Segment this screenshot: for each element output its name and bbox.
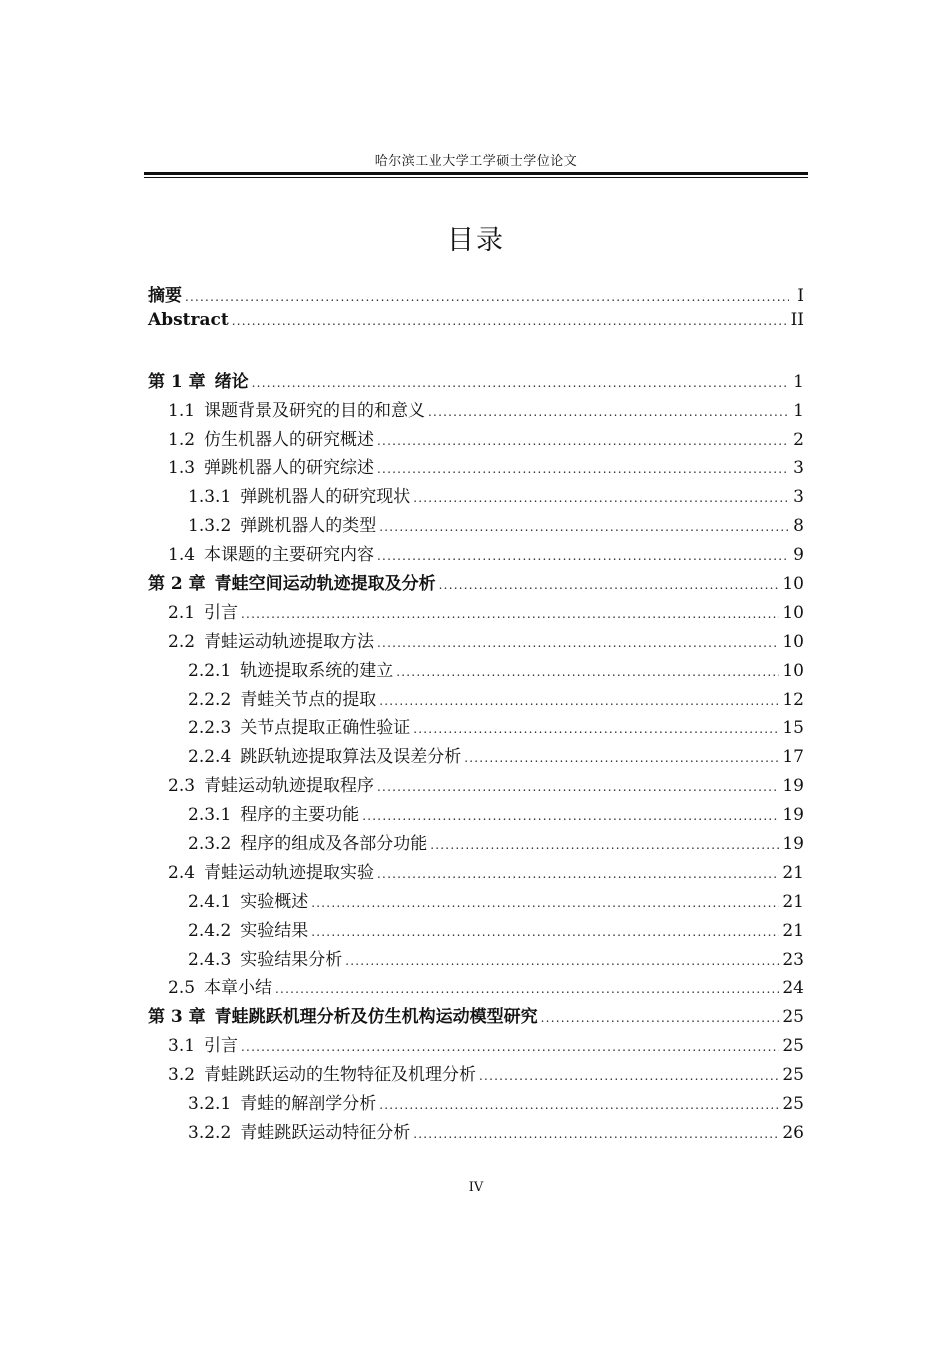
toc-entry-label: 青蛙跳跃机理分析及仿生机构运动模型研究 [214,1007,538,1028]
toc-entry-label: 程序的组成及各部分功能 [240,834,428,855]
toc-entry[interactable] [148,1002,804,1031]
toc-title: 目录 [447,225,505,256]
toc-entry-number: 3.2.2 [188,1122,232,1143]
toc-entry-label: 青蛙关节点的提取 [240,689,377,710]
toc-entry[interactable] [148,1060,804,1089]
toc-entry-label: 关节点提取正确性验证 [240,718,411,739]
toc-entry-page: 24 [782,978,804,999]
toc-entry[interactable] [148,945,804,974]
toc-entry-number: 2.3.2 [188,834,232,855]
toc-leader-dots [377,780,779,794]
toc-entry[interactable] [148,742,804,771]
toc-entry-label: 弹跳机器人的研究现状 [240,487,411,508]
toc-entry-page: 2 [793,429,804,450]
toc-entry-label: 青蛙跳跃运动的生物特征及机理分析 [204,1065,477,1086]
toc-entry-label: 青蛙运动轨迹提取程序 [204,776,375,797]
toc-entry-page: 10 [782,631,804,652]
toc-leader-dots [377,636,779,650]
toc-leader-dots [232,314,788,328]
toc-entry-page: 15 [782,718,804,739]
toc-entry-page: 1 [793,400,804,421]
toc-entry[interactable] [148,569,804,598]
toc-leader-dots [379,694,779,708]
toc-entry-label: 绪论 [214,371,249,392]
toc-entry-number: 2.2.4 [188,747,232,768]
toc-leader-dots [479,1069,779,1083]
toc-entry-number: 1.1 [168,400,196,421]
toc-entry[interactable] [148,887,804,916]
toc-entry-page: 25 [782,1007,804,1028]
toc-entry[interactable] [148,425,804,454]
toc-entry-page: 8 [793,516,804,537]
toc-entry-label: 青蛙运动轨迹提取实验 [204,862,375,883]
toc-entry-label: 本课题的主要研究内容 [204,545,375,566]
toc-entry[interactable] [148,916,804,945]
toc-entry-number: 2.3.1 [188,805,232,826]
toc-entry[interactable] [148,1031,804,1060]
toc-entry-page: 26 [782,1122,804,1143]
toc-leader-dots [311,925,779,939]
toc-entry-number: 2.3 [168,776,196,797]
toc-entry[interactable] [148,396,804,425]
header-rule-thick [144,172,808,175]
toc-entry-number: 2.1 [168,602,196,623]
toc-entry-page: II [790,309,804,330]
toc-leader-dots [377,434,789,448]
toc-entry-number: 2.4.1 [188,891,232,912]
toc-entry-page: 12 [782,689,804,710]
toc-entry-label: 弹跳机器人的研究综述 [204,458,375,479]
toc-entry[interactable] [148,771,804,800]
toc-entry[interactable] [148,281,804,310]
toc-entry-label: 轨迹提取系统的建立 [240,660,394,681]
toc-entry[interactable] [148,453,804,482]
toc-leader-dots [377,462,789,476]
toc-leader-dots [428,405,789,419]
toc-entry-page: 19 [782,776,804,797]
toc-entry-page: 21 [782,862,804,883]
toc-entry-label: 引言 [204,1036,239,1057]
toc-entry[interactable] [148,367,804,396]
toc-entry[interactable] [148,656,804,685]
table-of-contents [148,281,804,1147]
toc-leader-dots [413,491,789,505]
toc-entry-number: 3.1 [168,1036,196,1057]
toc-entry-label: 实验结果 [240,920,309,941]
toc-leader-dots [430,838,779,852]
toc-entry-number: 3.2.1 [188,1094,232,1115]
toc-leader-dots [252,376,789,390]
toc-leader-dots [396,665,779,679]
toc-leader-dots [311,896,779,910]
toc-entry-page: 21 [782,891,804,912]
toc-entry-number: 2.4.2 [188,920,232,941]
toc-leader-dots [379,1098,779,1112]
toc-entry-page: 1 [793,371,804,392]
toc-entry-page: 10 [782,574,804,595]
toc-entry-number: 2.4 [168,862,196,883]
toc-entry-page: I [797,286,804,306]
toc-entry[interactable] [148,598,804,627]
toc-entry-label: Abstract [148,309,229,330]
toc-entry-number: 1.3 [168,458,196,479]
toc-leader-dots [413,1127,779,1141]
toc-entry-number: 2.2 [168,631,196,652]
toc-entry-page: 17 [782,747,804,768]
toc-entry-page: 10 [782,602,804,623]
header-rule-thin [144,177,808,178]
toc-entry-label: 青蛙跳跃运动特征分析 [240,1122,411,1143]
toc-entry-page: 3 [793,458,804,479]
toc-leader-dots [362,809,779,823]
toc-entry-page: 3 [793,487,804,508]
toc-entry-number: 第 1 章 [148,371,206,392]
toc-entry[interactable] [148,1089,804,1118]
toc-entry-label: 课题背景及研究的目的和意义 [204,400,426,421]
toc-leader-dots [275,982,779,996]
toc-entry-number: 1.2 [168,429,196,450]
toc-entry-label: 青蛙空间运动轨迹提取及分析 [214,574,436,595]
toc-entry-label: 弹跳机器人的类型 [240,516,377,537]
toc-leader-dots [377,867,779,881]
toc-entry-number: 第 3 章 [148,1007,206,1028]
page-number: IV [468,1180,484,1195]
toc-leader-dots [464,751,779,765]
toc-entry-number: 2.4.3 [188,949,232,970]
toc-entry-page: 19 [782,805,804,826]
toc-entry[interactable] [148,858,804,887]
toc-entry-label: 实验结果分析 [240,949,343,970]
toc-entry[interactable] [148,1118,804,1147]
toc-leader-dots [185,290,789,304]
toc-leader-dots [241,607,779,621]
toc-entry-number: 2.5 [168,978,196,999]
toc-leader-dots [413,722,779,736]
toc-entry-number: 2.2.1 [188,660,232,681]
toc-entry-number: 1.3.1 [188,487,232,508]
toc-entry-label: 实验概述 [240,891,309,912]
toc-entry-label: 跳跃轨迹提取算法及误差分析 [240,747,462,768]
toc-entry-page: 21 [782,920,804,941]
toc-leader-dots [241,1040,779,1054]
toc-leader-dots [345,954,779,968]
toc-entry-label: 青蛙的解剖学分析 [240,1094,377,1115]
toc-leader-dots [439,578,780,592]
toc-entry-label: 程序的主要功能 [240,805,360,826]
toc-entry-page: 25 [782,1065,804,1086]
toc-entry-number: 1.4 [168,545,196,566]
toc-entry-page: 9 [793,545,804,566]
toc-entry-number: 第 2 章 [148,574,206,595]
toc-entry[interactable] [148,800,804,829]
toc-entry[interactable] [148,685,804,714]
toc-entry-number: 2.2.2 [188,689,232,710]
toc-entry-label: 本章小结 [204,978,273,999]
toc-entry-label: 摘要 [148,286,182,306]
toc-entry-label: 仿生机器人的研究概述 [204,429,375,450]
toc-entry-number: 2.2.3 [188,718,232,739]
toc-entry[interactable] [148,627,804,656]
toc-entry[interactable] [148,482,804,511]
toc-entry-page: 25 [782,1036,804,1057]
toc-entry[interactable] [148,540,804,569]
toc-entry-page: 19 [782,834,804,855]
toc-entry[interactable] [148,829,804,858]
toc-entry-number: 1.3.2 [188,516,232,537]
toc-leader-dots [541,1011,780,1025]
toc-entry-label: 青蛙运动轨迹提取方法 [204,631,375,652]
toc-entry[interactable] [148,310,804,339]
toc-leader-dots [377,549,789,563]
toc-leader-dots [379,520,789,534]
toc-entry[interactable] [148,973,804,1002]
toc-entry-label: 引言 [204,602,239,623]
toc-entry-page: 23 [782,949,804,970]
toc-entry[interactable] [148,511,804,540]
toc-entry-number: 3.2 [168,1065,196,1086]
toc-entry-page: 25 [782,1094,804,1115]
toc-entry-page: 10 [782,660,804,681]
running-header: 哈尔滨工业大学工学硕士学位论文 [374,154,578,169]
toc-entry[interactable] [148,713,804,742]
